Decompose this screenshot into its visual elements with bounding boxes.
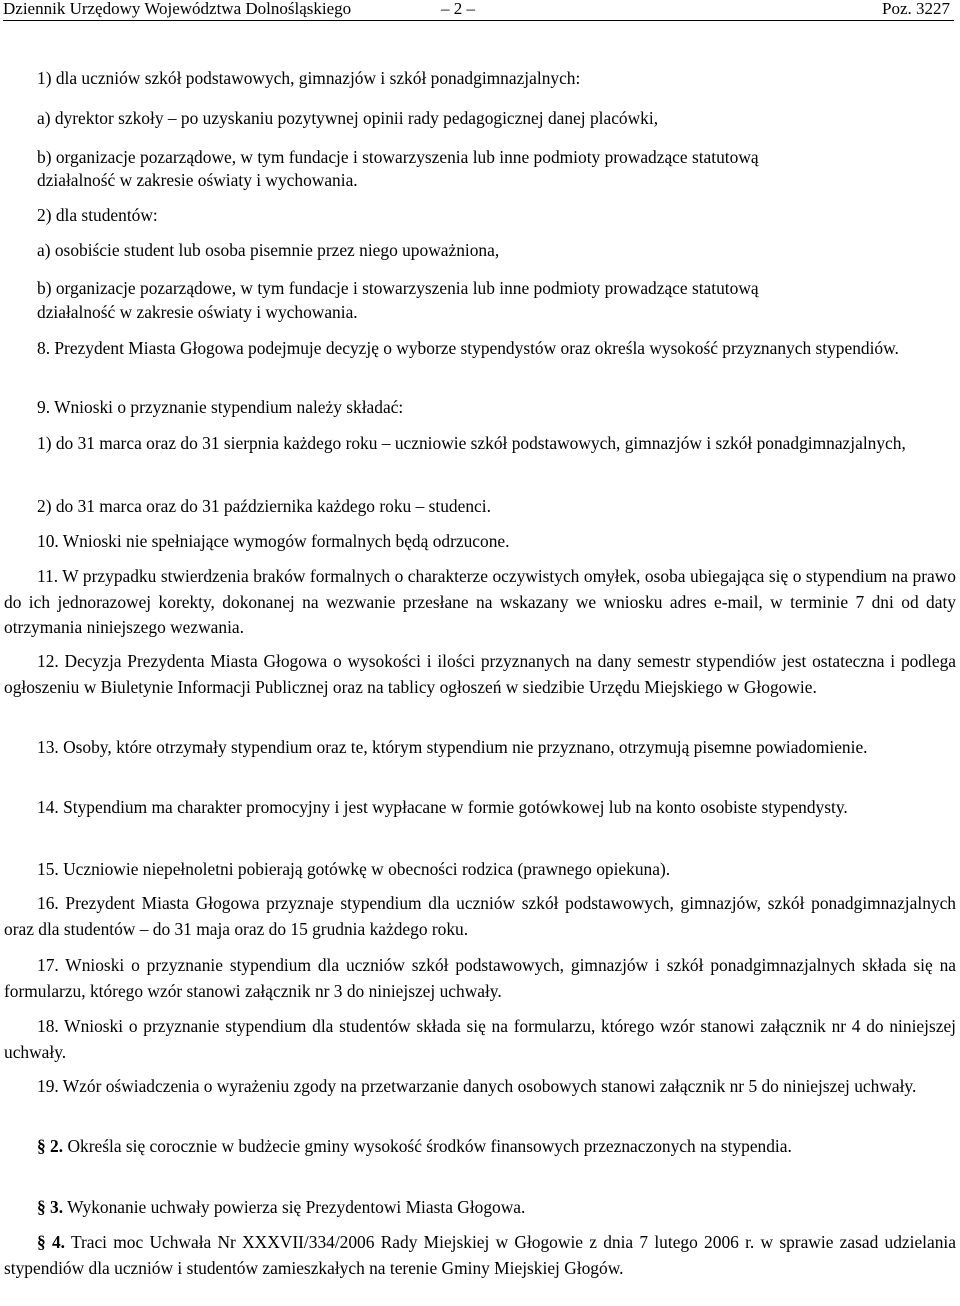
section-text: Wykonanie uchwały powierza się Prezydentowi Miasta Głogowa. <box>67 1197 526 1217</box>
page-number: – 2 – <box>441 0 475 18</box>
section-2 <box>4 1134 956 1160</box>
section-4 <box>4 1230 956 1281</box>
paragraph: 8. Prezydent Miasta Głogowa podejmuje decyzję o wyborze stypendystów oraz określa wysokość przyznanych stypendiów. <box>37 338 899 358</box>
paragraph: 11. W przypadku stwierdzenia braków formalnych o charakterze oczywistych omyłek, osoba ubiegająca się o stypendium na prawo do ich jednorazowej korekty, dokonanej na wezwanie przesłane na wskazany we wniosku adres e-mail, w terminie 7 dni od daty otrzymania niniejszego wezwania. <box>4 566 956 637</box>
paragraph: 1) do 31 marca oraz do 31 sierpnia każdego roku – uczniowie szkół podstawowych, gimnazjów i szkół ponadgimnazjalnych, <box>37 433 906 453</box>
paragraph: 15. Uczniowie niepełnoletni pobierają gotówkę w obecności rodzica (prawnego opiekuna). <box>37 859 671 879</box>
section-number: § 2. <box>37 1136 64 1156</box>
section-text: Traci moc Uchwała Nr XXXVII/334/2006 Rady Miejskiej w Głogowie z dnia 7 lutego 2006 r. w sprawie zasad udzielania stypendiów dla uczniów i studentów zamieszkałych na terenie Gminy Miejskiej Głogów. <box>4 1232 956 1278</box>
paragraph: 9. Wnioski o przyznanie stypendium należy składać: <box>37 397 404 417</box>
paragraph: 2) do 31 marca oraz do 31 października każdego roku – studenci. <box>37 496 491 516</box>
paragraph: 12. Decyzja Prezydenta Miasta Głogowa o wysokości i ilości przyznanych na dany semestr stypendiów jest ostateczna i podlega ogłoszeniu w Biuletynie Informacji Publicznej oraz na tablicy ogłoszeń w siedzibie Urzędu Miejskiego w Głogowie. <box>4 651 956 697</box>
paragraph: b) organizacje pozarządowe, w tym fundacje i stowarzyszenia lub inne podmioty prowadzące statutową <box>37 278 759 298</box>
section-text: Określa się corocznie w budżecie gminy wysokość środków finansowych przeznaczonych na stypendia. <box>67 1136 792 1156</box>
paragraph: 16. Prezydent Miasta Głogowa przyznaje stypendium dla uczniów szkół podstawowych, gimnazjów, szkół ponadgimnazjalnych oraz dla studentów – do 31 maja oraz do 15 grudnia każdego roku. <box>4 893 956 939</box>
paragraph: a) osobiście student lub osoba pisemnie przez niego upoważniona, <box>37 240 500 260</box>
paragraph: 13. Osoby, które otrzymały stypendium oraz te, którym stypendium nie przyznano, otrzymują pisemne powiadomienie. <box>37 737 868 757</box>
paragraph: 10. Wnioski nie spełniające wymogów formalnych będą odrzucone. <box>37 531 510 551</box>
paragraph: działalność w zakresie oświaty i wychowania. <box>37 170 358 190</box>
paragraph: b) organizacje pozarządowe, w tym fundacje i stowarzyszenia lub inne podmioty prowadzące statutową <box>37 147 759 167</box>
paragraph: 1) dla uczniów szkół podstawowych, gimnazjów i szkół ponadgimnazjalnych: <box>37 68 581 88</box>
paragraph: 14. Stypendium ma charakter promocyjny i jest wypłacane w formie gotówkowej lub na konto osobiste stypendysty. <box>37 797 848 817</box>
section-number: § 3. <box>37 1197 64 1217</box>
paragraph: 19. Wzór oświadczenia o wyrażeniu zgody na przetwarzanie danych osobowych stanowi załącznik nr 5 do niniejszej uchwały. <box>37 1076 917 1096</box>
paragraph: 2) dla studentów: <box>37 205 158 225</box>
paragraph: 18. Wnioski o przyznanie stypendium dla studentów składa się na formularzu, którego wzór stanowi załącznik nr 4 do niniejszej uchwały. <box>4 1016 956 1062</box>
paragraph: 17. Wnioski o przyznanie stypendium dla uczniów szkół podstawowych, gimnazjów i szkół ponadgimnazjalnych składa się na formularzu, którego wzór stanowi załącznik nr 3 do niniejszej uchwały. <box>4 955 956 1001</box>
section-number: § 4. <box>37 1232 65 1252</box>
section-3 <box>37 1195 960 1221</box>
journal-title: Dziennik Urzędowy Województwa Dolnośląskiego <box>3 0 352 18</box>
paragraph: a) dyrektor szkoły – po uzyskaniu pozytywnej opinii rady pedagogicznej danej placówki, <box>37 108 659 128</box>
paragraph: działalność w zakresie oświaty i wychowania. <box>37 302 358 322</box>
position-number: Poz. 3227 <box>882 0 950 18</box>
